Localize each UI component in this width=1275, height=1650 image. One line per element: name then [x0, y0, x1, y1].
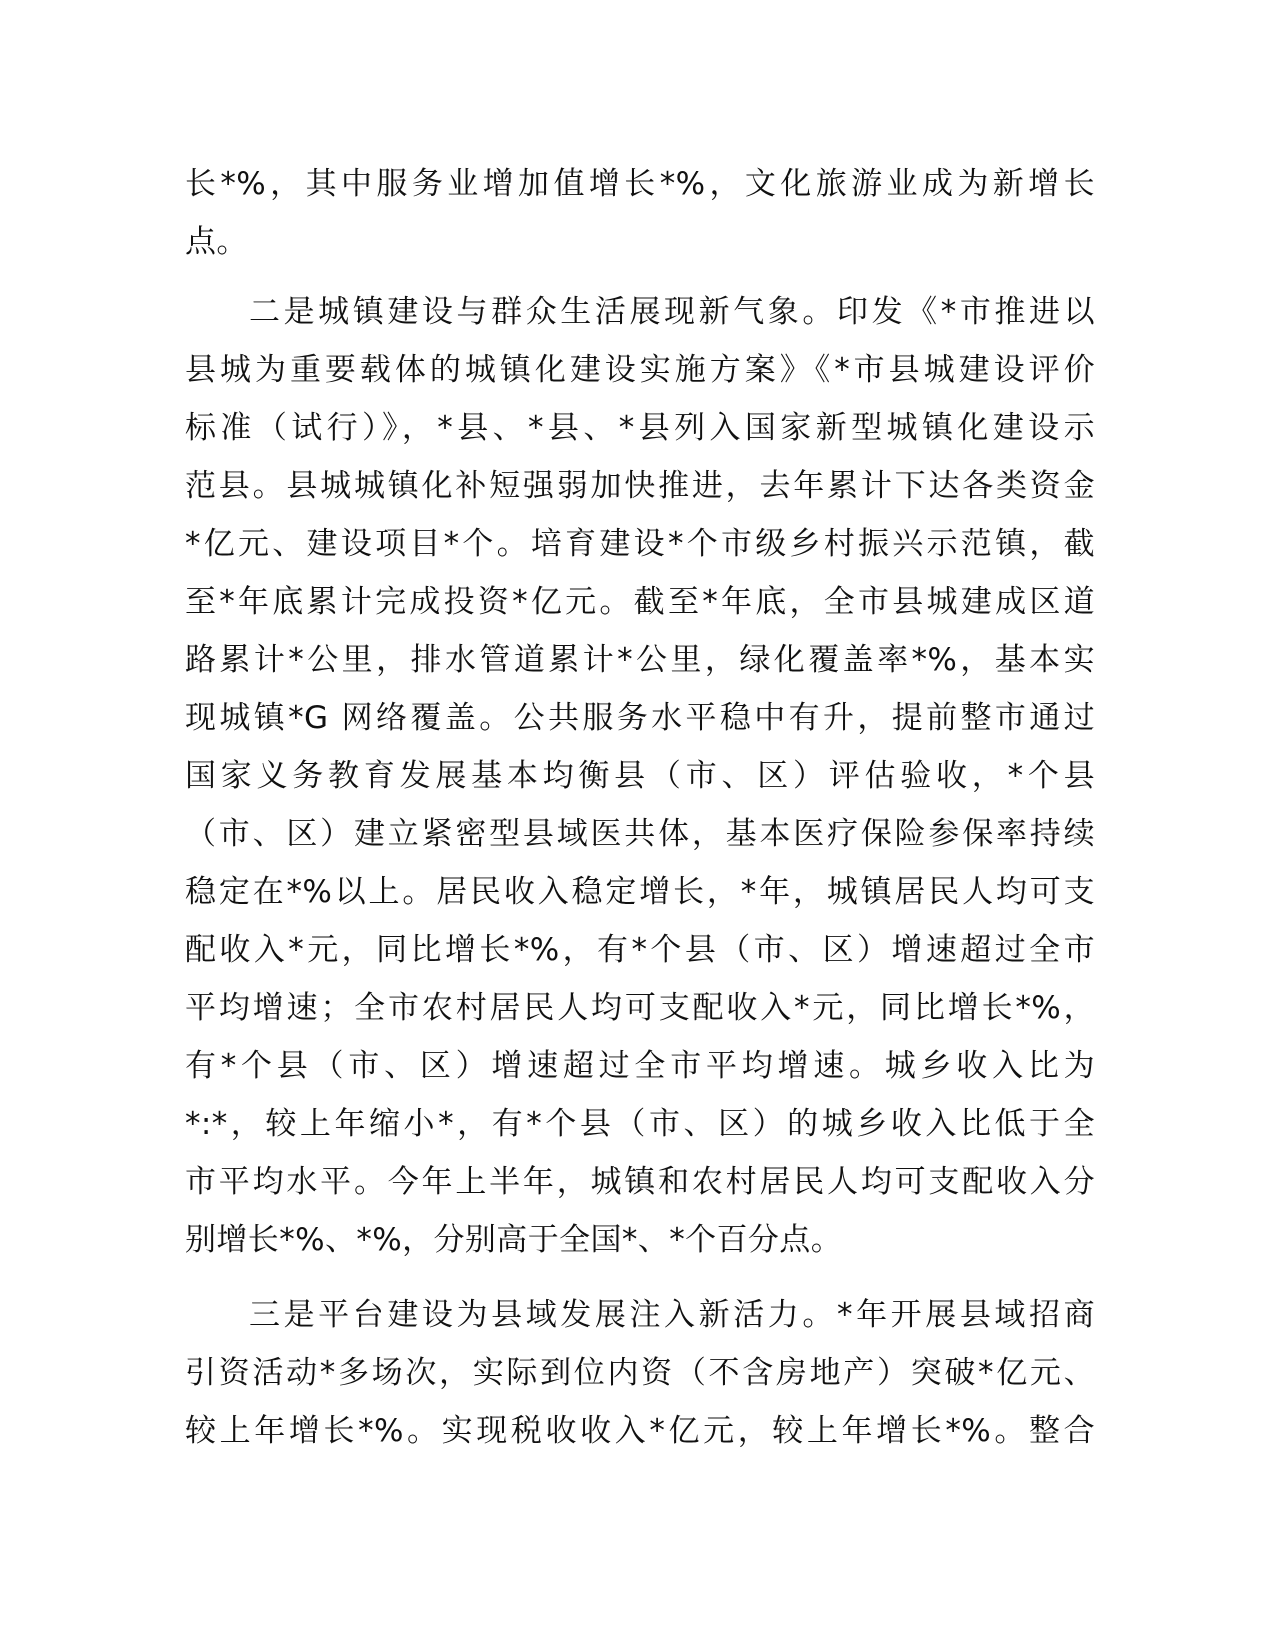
text-line: 路累计*公里，排水管道累计*公里，绿化覆盖率*%，基本实 [185, 642, 1095, 678]
text-line: 标准（试行）》，*县、*县、*县列入国家新型城镇化建设示 [185, 410, 1095, 446]
text-line: 较上年增长*%。实现税收收入*亿元，较上年增长*%。整合 [185, 1413, 1095, 1449]
text-line: 配收入*元，同比增长*%，有*个县（市、区）增速超过全市 [185, 932, 1095, 968]
paragraph-urban-construction [185, 283, 1095, 1269]
paragraph-continuation [185, 155, 1095, 271]
text-line: *亿元、建设项目*个。培育建设*个市级乡村振兴示范镇，截 [185, 526, 1095, 562]
text-line: 市平均水平。今年上半年，城镇和农村居民人均可支配收入分 [185, 1164, 1095, 1200]
text-line: 长*%，其中服务业增加值增长*%，文化旅游业成为新增长 [185, 166, 1095, 202]
paragraph-platform-construction [185, 1286, 1095, 1460]
text-line: 别增长*%、*%，分别高于全国*、*个百分点。 [185, 1222, 843, 1258]
text-line: 县城为重要载体的城镇化建设实施方案》《*市县城建设评价 [185, 352, 1095, 388]
text-line: 至*年底累计完成投资*亿元。截至*年底，全市县城建成区道 [185, 584, 1095, 620]
text-line: 点。 [185, 224, 248, 260]
text-line: 国家义务教育发展基本均衡县（市、区）评估验收，*个县 [185, 758, 1095, 794]
text-line: 平均增速；全市农村居民人均可支配收入*元，同比增长*%， [185, 990, 1095, 1026]
text-line: 有*个县（市、区）增速超过全市平均增速。城乡收入比为 [185, 1048, 1095, 1084]
text-line: 现城镇*G 网络覆盖。公共服务水平稳中有升，提前整市通过 [185, 700, 1095, 736]
text-line: 稳定在*%以上。居民收入稳定增长，*年，城镇居民人均可支 [185, 874, 1095, 910]
text-line: 范县。县城城镇化补短强弱加快推进，去年累计下达各类资金 [185, 468, 1095, 504]
text-line: （市、区）建立紧密型县域医共体，基本医疗保险参保率持续 [185, 816, 1095, 852]
text-line: 二是城镇建设与群众生活展现新气象。印发《*市推进以 [249, 294, 1095, 330]
text-line: *:*，较上年缩小*，有*个县（市、区）的城乡收入比低于全 [185, 1106, 1095, 1142]
text-line: 引资活动*多场次，实际到位内资（不含房地产）突破*亿元、 [185, 1355, 1095, 1391]
text-line: 三是平台建设为县域发展注入新活力。*年开展县域招商 [249, 1297, 1095, 1333]
